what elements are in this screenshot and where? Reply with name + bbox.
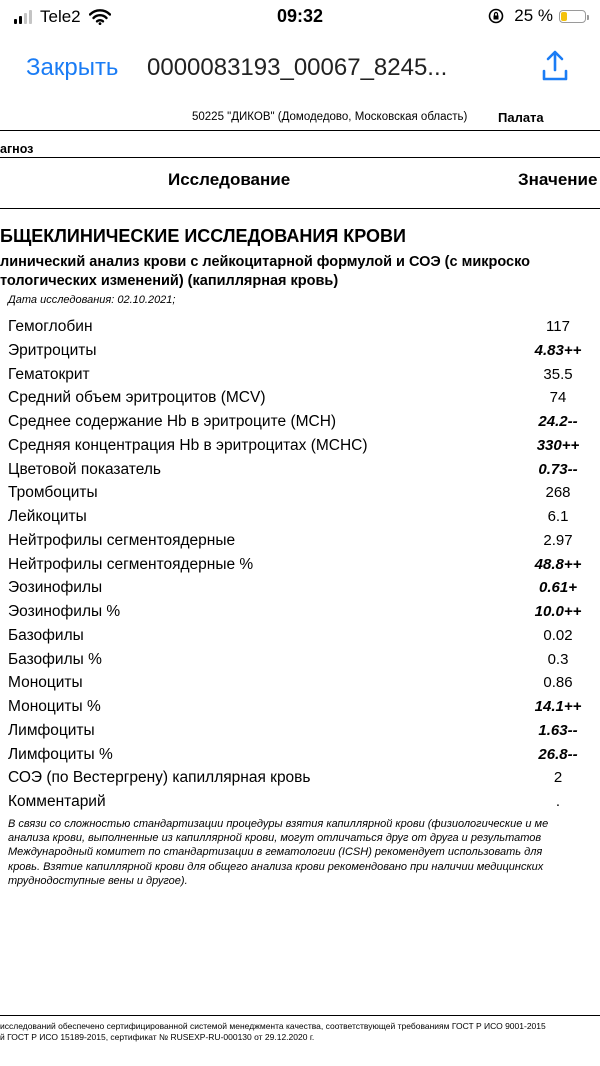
column-header-value: Значение	[518, 170, 598, 189]
row-name: Гематокрит	[8, 365, 90, 383]
row-name: Нейтрофилы сегментоядерные %	[8, 555, 254, 573]
row-name: Комментарий	[8, 793, 106, 810]
status-bar	[0, 0, 600, 34]
battery-level	[561, 12, 567, 21]
row-name: Тромбоциты	[8, 484, 98, 502]
table-row	[0, 649, 600, 673]
clinic-info: 50225 "ДИКОВ" (Домодедово, Московская область)	[192, 111, 468, 123]
divider	[0, 1015, 600, 1016]
divider	[0, 130, 600, 131]
row-value: 4.83++	[534, 341, 582, 359]
row-name: Базофилы %	[8, 650, 102, 668]
orientation-lock-icon	[488, 8, 504, 24]
table-row	[0, 530, 600, 554]
row-name: СОЭ (по Вестергрену) капиллярная кровь	[8, 769, 311, 787]
row-name: Лимфоциты %	[8, 745, 113, 763]
document-view[interactable]	[0, 100, 600, 1066]
table-row	[0, 744, 600, 768]
row-value: 35.5	[543, 365, 573, 383]
table-row	[0, 601, 600, 625]
column-header-research: Исследование	[168, 170, 291, 189]
table-row	[0, 340, 600, 364]
divider	[0, 157, 600, 158]
table-row	[0, 672, 600, 696]
table-row	[0, 791, 600, 815]
row-name: Эритроциты	[8, 341, 97, 359]
row-name: Эозинофилы	[8, 579, 103, 597]
row-value: 330++	[536, 436, 580, 454]
row-name: Нейтрофилы сегментоядерные	[8, 531, 236, 549]
row-value: 74	[549, 389, 567, 407]
share-icon[interactable]	[540, 49, 570, 83]
comment-note: В связи со сложностью стандартизации процедуры взятия капиллярной крови (физиологические и ме анализа крови, выполненные из капиллярной крови, могут отличаться друг от друга и результатов Международный комитет по стандартизации в гематологии (ICSH) рекомендует использовать для кровь. Взятие капиллярной крови для общего анализа крови рекомендовано при наличии медицинских труднодоступные вены и другое).	[8, 818, 549, 887]
table-row	[0, 482, 600, 506]
table-row	[0, 364, 600, 388]
table-row	[0, 696, 600, 720]
table-row	[0, 387, 600, 411]
row-value: 10.0++	[534, 603, 582, 620]
diagnosis-label: агноз	[0, 142, 34, 156]
wifi-icon	[89, 9, 111, 25]
divider	[0, 208, 600, 209]
row-name: Моноциты %	[8, 698, 101, 715]
ward-label: Палата	[498, 110, 544, 125]
table-row	[0, 459, 600, 483]
row-value: 26.8--	[538, 745, 578, 763]
row-value: 48.8++	[534, 555, 582, 573]
table-row	[0, 411, 600, 435]
cellular-signal-icon	[14, 10, 32, 24]
test-title: линический анализ крови с лейкоцитарной формулой и СОЭ (с микроско тологических изменений) (капиллярная кровь)	[0, 254, 531, 289]
row-name: Среднее содержание Hb в эритроците (MCH)	[8, 413, 337, 430]
row-value: 117	[546, 318, 570, 335]
study-date: Дата исследования: 02.10.2021;	[8, 294, 176, 306]
row-name: Лимфоциты	[8, 721, 95, 739]
battery-icon	[559, 10, 586, 23]
row-value: 0.02	[543, 626, 573, 644]
table-row	[0, 316, 600, 340]
row-name: Эозинофилы %	[8, 603, 121, 620]
row-value: 2	[553, 769, 563, 787]
row-name: Цветовой показатель	[8, 460, 161, 478]
table-row	[0, 767, 600, 791]
row-value: 0.86	[543, 674, 573, 692]
table-row	[0, 435, 600, 459]
clock: 09:32	[276, 6, 324, 26]
row-name: Средний объем эритроцитов (MCV)	[8, 389, 266, 407]
row-value: 14.1++	[534, 698, 582, 715]
row-value: 0.61+	[539, 579, 577, 597]
table-row	[0, 577, 600, 601]
status-right	[488, 6, 586, 26]
carrier-name: Tele2	[40, 7, 81, 26]
table-row	[0, 625, 600, 649]
footer-certification: исследований обеспечено сертифицированной системой менеджмента качества, соответствующей требованиям ГОСТ Р ИСО 9001-2015 й ГОСТ Р ИСО 15189-2015, сертификат № RUSEXP-RU-000130 от 29.12.2020 г.	[0, 1021, 546, 1042]
row-value: 2.97	[543, 531, 573, 549]
row-name: Базофилы	[8, 626, 84, 644]
table-row	[0, 720, 600, 744]
document-title: 0000083193_00067_8245...	[147, 54, 448, 81]
row-value: 0.73--	[538, 460, 578, 478]
nav-bar	[0, 34, 600, 100]
row-value: 1.63--	[538, 721, 578, 739]
battery-percent: 25 %	[514, 6, 553, 25]
row-name: Средняя концентрация Hb в эритроцитах (MCHC)	[8, 436, 368, 454]
row-value: 268	[545, 484, 571, 502]
close-button[interactable]: Закрыть	[26, 54, 119, 81]
row-value: 6.1	[547, 508, 569, 525]
table-row	[0, 506, 600, 530]
row-name: Моноциты	[8, 674, 83, 692]
row-value: 0.3	[547, 650, 569, 668]
row-value: .	[555, 793, 561, 810]
results-table	[0, 316, 600, 815]
section-title: БЩЕКЛИНИЧЕСКИЕ ИССЛЕДОВАНИЯ КРОВИ	[0, 226, 406, 246]
row-value: 24.2--	[538, 413, 578, 430]
table-row	[0, 554, 600, 578]
row-name: Гемоглобин	[8, 318, 93, 335]
row-name: Лейкоциты	[8, 508, 87, 525]
status-left	[14, 7, 111, 27]
